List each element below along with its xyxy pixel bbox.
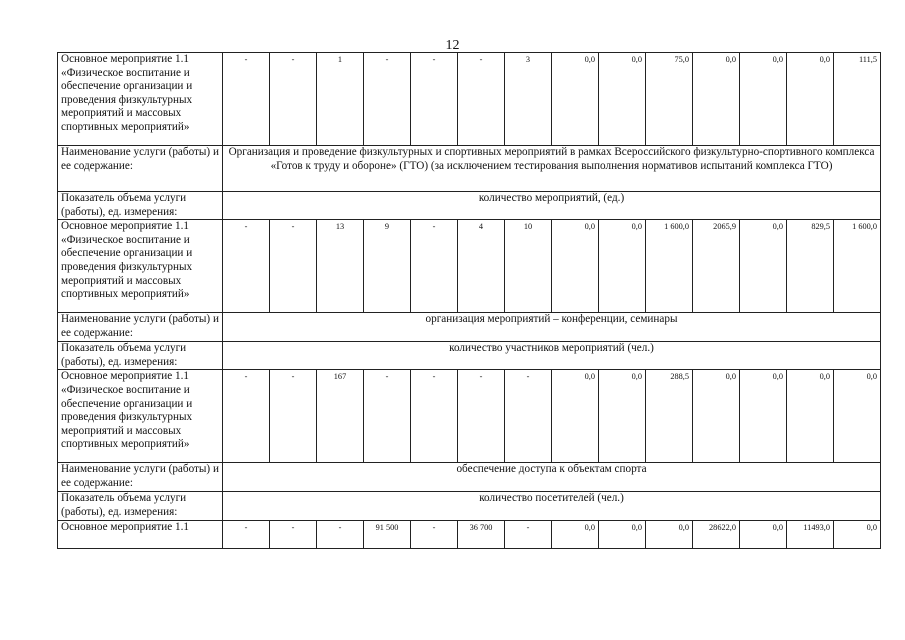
table-cell: - [411, 520, 458, 548]
table-cell: 1 [317, 53, 364, 146]
table-cell: - [223, 53, 270, 146]
row-content: количество мероприятий, (ед.) [223, 192, 881, 220]
table-cell: 0,0 [740, 220, 787, 313]
table-cell: 2065,9 [693, 220, 740, 313]
row-label: Показатель объема услуги (работы), ед. измерения: [58, 192, 223, 220]
data-row [58, 220, 881, 313]
table-cell: 0,0 [552, 520, 599, 548]
row-label: Основное мероприятие 1.1 «Физическое воспитание и обеспечение организации и проведения физкультурных мероприятий и массовых спортивных мероприятий» [58, 370, 223, 463]
table-cell: 1 600,0 [834, 220, 881, 313]
row-content: обеспечение доступа к объектам спорта [223, 463, 881, 492]
table-cell: 0,0 [552, 53, 599, 146]
table-cell: 9 [364, 220, 411, 313]
table-cell: - [411, 53, 458, 146]
row-label: Основное мероприятие 1.1 «Физическое воспитание и обеспечение организации и проведения физкультурных мероприятий и массовых спортивных мероприятий» [58, 220, 223, 313]
table-cell: 0,0 [599, 53, 646, 146]
table-cell: 28622,0 [693, 520, 740, 548]
row-content: Организация и проведение физкультурных и спортивных мероприятий в рамках Всероссийского физкультурно-спортивного комплекса «Готов к труду и обороне» (ГТО) (за исключением тестирования выполнения нормативов испытаний комплекса ГТО) [223, 146, 881, 192]
page-number: 12 [445, 38, 460, 53]
table-cell: - [270, 53, 317, 146]
table-cell: 0,0 [740, 370, 787, 463]
info-row [58, 342, 881, 370]
table-cell: - [270, 520, 317, 548]
table-cell: 0,0 [552, 220, 599, 313]
row-label: Основное мероприятие 1.1 [58, 520, 223, 548]
table-cell: - [223, 370, 270, 463]
table-cell: 3 [505, 53, 552, 146]
table-cell: - [458, 53, 505, 146]
table-cell: 0,0 [599, 520, 646, 548]
table-cell: 0,0 [693, 370, 740, 463]
row-content: количество посетителей (чел.) [223, 492, 881, 520]
table-cell: 167 [317, 370, 364, 463]
table-body [58, 53, 881, 549]
table-cell: 1 600,0 [646, 220, 693, 313]
table-cell: - [364, 53, 411, 146]
table-cell: 0,0 [646, 520, 693, 548]
row-label: Показатель объема услуги (работы), ед. измерения: [58, 492, 223, 520]
table-cell: - [317, 520, 364, 548]
table-cell: 0,0 [834, 520, 881, 548]
table-cell: 288,5 [646, 370, 693, 463]
table-cell: - [270, 220, 317, 313]
table-cell: - [223, 220, 270, 313]
table-cell: 91 500 [364, 520, 411, 548]
table-cell: 0,0 [599, 220, 646, 313]
table-cell: 829,5 [787, 220, 834, 313]
data-row [58, 370, 881, 463]
table-cell: 0,0 [787, 53, 834, 146]
table-cell: 0,0 [787, 370, 834, 463]
table-cell: 0,0 [552, 370, 599, 463]
row-content: организация мероприятий – конференции, семинары [223, 313, 881, 342]
info-row [58, 192, 881, 220]
table-cell: 10 [505, 220, 552, 313]
table-cell: 0,0 [740, 520, 787, 548]
table-cell: - [411, 220, 458, 313]
table-cell: - [364, 370, 411, 463]
report-table [57, 52, 881, 549]
row-label: Основное мероприятие 1.1 «Физическое воспитание и обеспечение организации и проведения физкультурных мероприятий и массовых спортивных мероприятий» [58, 53, 223, 146]
table-cell: 13 [317, 220, 364, 313]
table-cell: - [223, 520, 270, 548]
table-cell: 75,0 [646, 53, 693, 146]
table-cell: - [505, 520, 552, 548]
table-cell: 36 700 [458, 520, 505, 548]
info-row [58, 146, 881, 192]
table-cell: - [458, 370, 505, 463]
info-row [58, 313, 881, 342]
table-cell: - [505, 370, 552, 463]
table-cell: 0,0 [834, 370, 881, 463]
table-cell: - [411, 370, 458, 463]
table-cell: 11493,0 [787, 520, 834, 548]
row-label: Наименование услуги (работы) и ее содержание: [58, 463, 223, 492]
info-row [58, 492, 881, 520]
table-cell: 4 [458, 220, 505, 313]
data-row [58, 520, 881, 548]
data-row [58, 53, 881, 146]
table-cell: 0,0 [693, 53, 740, 146]
row-label: Наименование услуги (работы) и ее содержание: [58, 313, 223, 342]
table-cell: - [270, 370, 317, 463]
table-cell: 0,0 [740, 53, 787, 146]
row-label: Показатель объема услуги (работы), ед. измерения: [58, 342, 223, 370]
info-row [58, 463, 881, 492]
row-content: количество участников мероприятий (чел.) [223, 342, 881, 370]
table-cell: 111,5 [834, 53, 881, 146]
row-label: Наименование услуги (работы) и ее содержание: [58, 146, 223, 192]
table-cell: 0,0 [599, 370, 646, 463]
